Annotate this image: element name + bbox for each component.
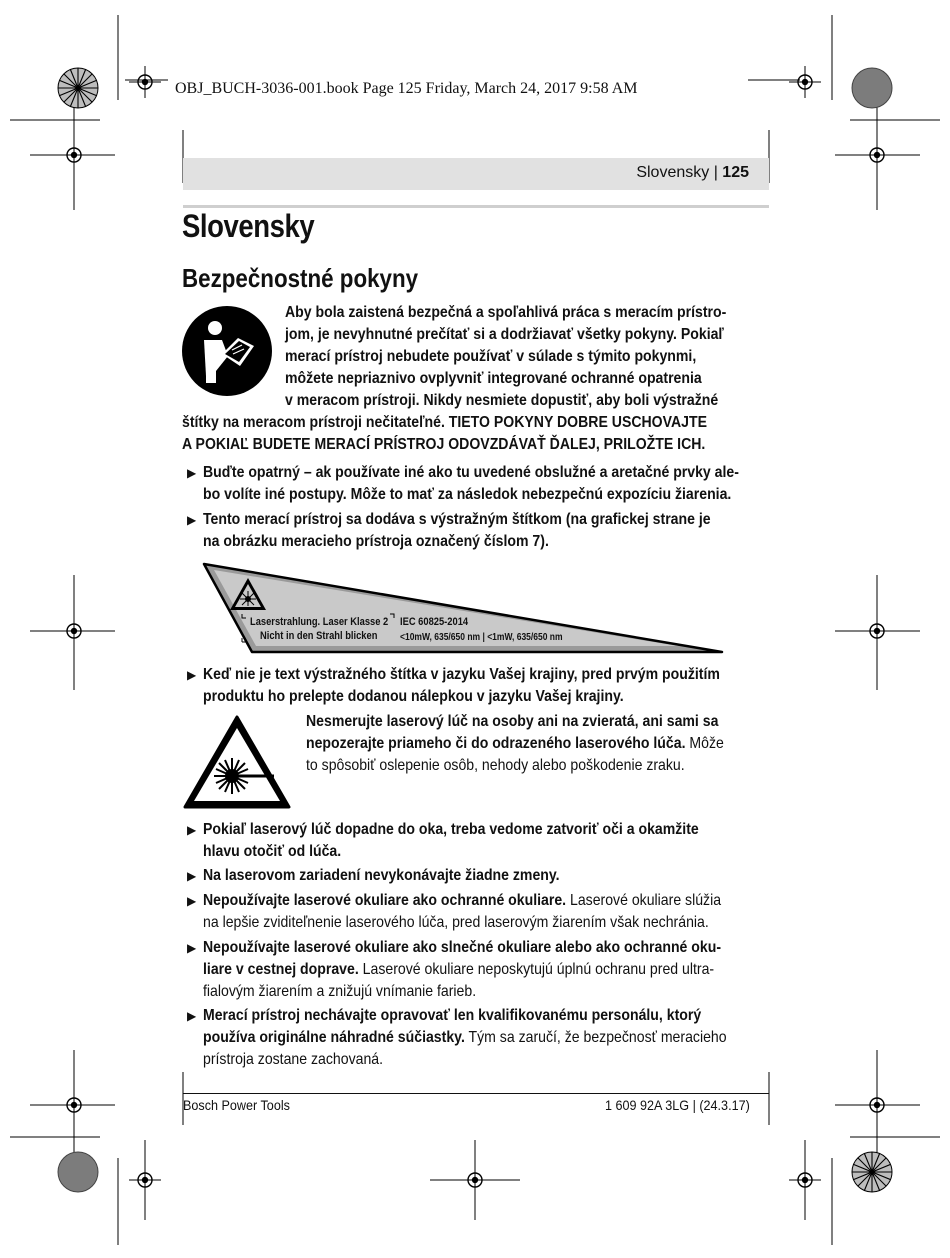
label-specs: <10mW, 635/650 nm | <1mW, 635/650 nm <box>400 632 563 643</box>
intro-line-5: v meracom prístroji. Nikdy nesmiete dopustiť, aby boli výstražné <box>285 392 719 409</box>
bullet-3-line-2: produktu ho prelepte dodanou nálepkou v jazyku Vašej krajiny. <box>203 688 624 705</box>
bullet-4-line-1: Pokiaľ laserový lúč dopadne do oka, treba vedome zatvoriť oči a okamžite <box>203 821 699 838</box>
bullet-8-line-2 <box>203 1027 727 1049</box>
bullet-2-line-1: Tento merací prístroj sa dodáva s výstražným štítkom (na grafickej strane je <box>203 511 711 528</box>
bullet-7-line-3: fialovým žiarením a znižujú vnímanie farieb. <box>203 983 477 1000</box>
footer-brand: Bosch Power Tools <box>183 1097 290 1113</box>
bullet-7-normal: Laserové okuliare neposkytujú úplnú ochranu pred ultra- <box>358 961 715 978</box>
page-title: Slovensky <box>182 208 315 244</box>
bullet-7-line-1: Nepoužívajte laserové okuliare ako slnečné okuliare alebo ako ochranné oku- <box>203 939 722 956</box>
bullet-1-line-2: bo volíte iné postupy. Môže to mať za následok nebezpečnú expozíciu žiarenia. <box>203 486 732 503</box>
laser-warning-line-1: Nesmerujte laserový lúč na osoby ani na zvieratá, ani sami sa <box>306 713 719 730</box>
laser-warning-line-3: to spôsobiť oslepenie osôb, nehody alebo poškodenie zraku. <box>306 757 685 774</box>
bullet-2-line-2: na obrázku meracieho prístroja označený číslom 7). <box>203 533 549 550</box>
label-line-1: Laserstrahlung. Laser Klasse 2 <box>250 616 389 628</box>
footer-rule <box>183 1093 769 1094</box>
laser-warning-line-2-normal: Môže <box>685 735 724 752</box>
bullet-marker: ▶ <box>187 894 197 908</box>
bullet-marker: ▶ <box>187 869 197 883</box>
bullet-3-line-1: Keď nie je text výstražného štítka v jazyku Vašej krajiny, pred prvým použitím <box>203 666 720 683</box>
file-header: OBJ_BUCH-3036-001.book Page 125 Friday, March 24, 2017 9:58 AM <box>175 80 638 97</box>
bullet-7-line-2 <box>203 959 714 981</box>
bullet-marker: ▶ <box>187 941 197 955</box>
running-head-section: Slovensky <box>636 164 710 181</box>
laser-warning-label <box>200 560 727 657</box>
bullet-5-line-1: Na laserovom zariadení nevykonávajte žiadne zmeny. <box>203 867 560 884</box>
running-head-separator: | <box>713 164 718 181</box>
laser-warning-line-2-bold: nepozerajte priameho či do odrazeného laserového lúča. <box>306 735 686 752</box>
bullet-1-line-1: Buďte opatrný – ak používate iné ako tu uvedené obslužné a aretačné prvky ale- <box>203 464 739 481</box>
label-standard: IEC 60825-2014 <box>400 616 469 628</box>
bullet-marker: ▶ <box>187 823 197 837</box>
label-line-2: Nicht in den Strahl blicken <box>260 630 378 642</box>
intro-line-7: A POKIAĽ BUDETE MERACÍ PRÍSTROJ ODOVZDÁVAŤ ĎALEJ, PRILOŽTE ICH. <box>182 436 706 453</box>
laser-warning-line-2 <box>306 733 724 755</box>
intro-line-1: Aby bola zaistená bezpečná a spoľahlivá práca s meracím prístro- <box>285 304 727 321</box>
read-manual-icon <box>182 306 272 396</box>
bullet-marker: ▶ <box>187 513 197 527</box>
running-head <box>183 158 769 190</box>
bullet-marker: ▶ <box>187 1009 197 1023</box>
bullet-marker: ▶ <box>187 466 197 480</box>
section-heading: Bezpečnostné pokyny <box>182 263 419 293</box>
bullet-8-bold: používa originálne náhradné súčiastky. <box>203 1029 465 1046</box>
intro-line-6: štítky na meracom prístroji nečitateľné. TIETO POKYNY DOBRE USCHOVAJTE <box>182 414 707 431</box>
bullet-4-line-2: hlavu otočiť od lúča. <box>203 843 342 860</box>
intro-line-3: merací prístroj nebudete používať v súlade s týmito pokynmi, <box>285 348 697 365</box>
laser-warning-triangle-icon <box>182 714 292 810</box>
bullet-marker: ▶ <box>187 668 197 682</box>
bullet-6-line-2: na lepšie zviditeľnenie laserového lúča, pred laserovým žiarením však nechránia. <box>203 914 709 931</box>
intro-line-2: jom, je nevyhnutné prečítať si a dodržiavať všetky pokyny. Pokiaľ <box>285 326 724 343</box>
bullet-7-bold: liare v cestnej doprave. <box>203 961 359 978</box>
bullet-8-line-3: prístroja zostane zachovaná. <box>203 1051 384 1068</box>
bullet-8-normal: Tým sa zaručí, že bezpečnosť meracieho <box>464 1029 727 1046</box>
bullet-6-normal: Laserové okuliare slúžia <box>566 892 722 909</box>
intro-line-4: môžete nepriaznivo ovplyvniť integrované ochranné opatrenia <box>285 370 702 387</box>
bullet-6-line-1 <box>203 890 721 912</box>
page-number: 125 <box>722 164 749 181</box>
footer-doc-number: 1 609 92A 3LG | (24.3.17) <box>605 1097 750 1113</box>
bullet-6-bold: Nepoužívajte laserové okuliare ako ochranné okuliare. <box>203 892 567 909</box>
bullet-8-line-1: Merací prístroj nechávajte opravovať len kvalifikovanému personálu, ktorý <box>203 1007 702 1024</box>
